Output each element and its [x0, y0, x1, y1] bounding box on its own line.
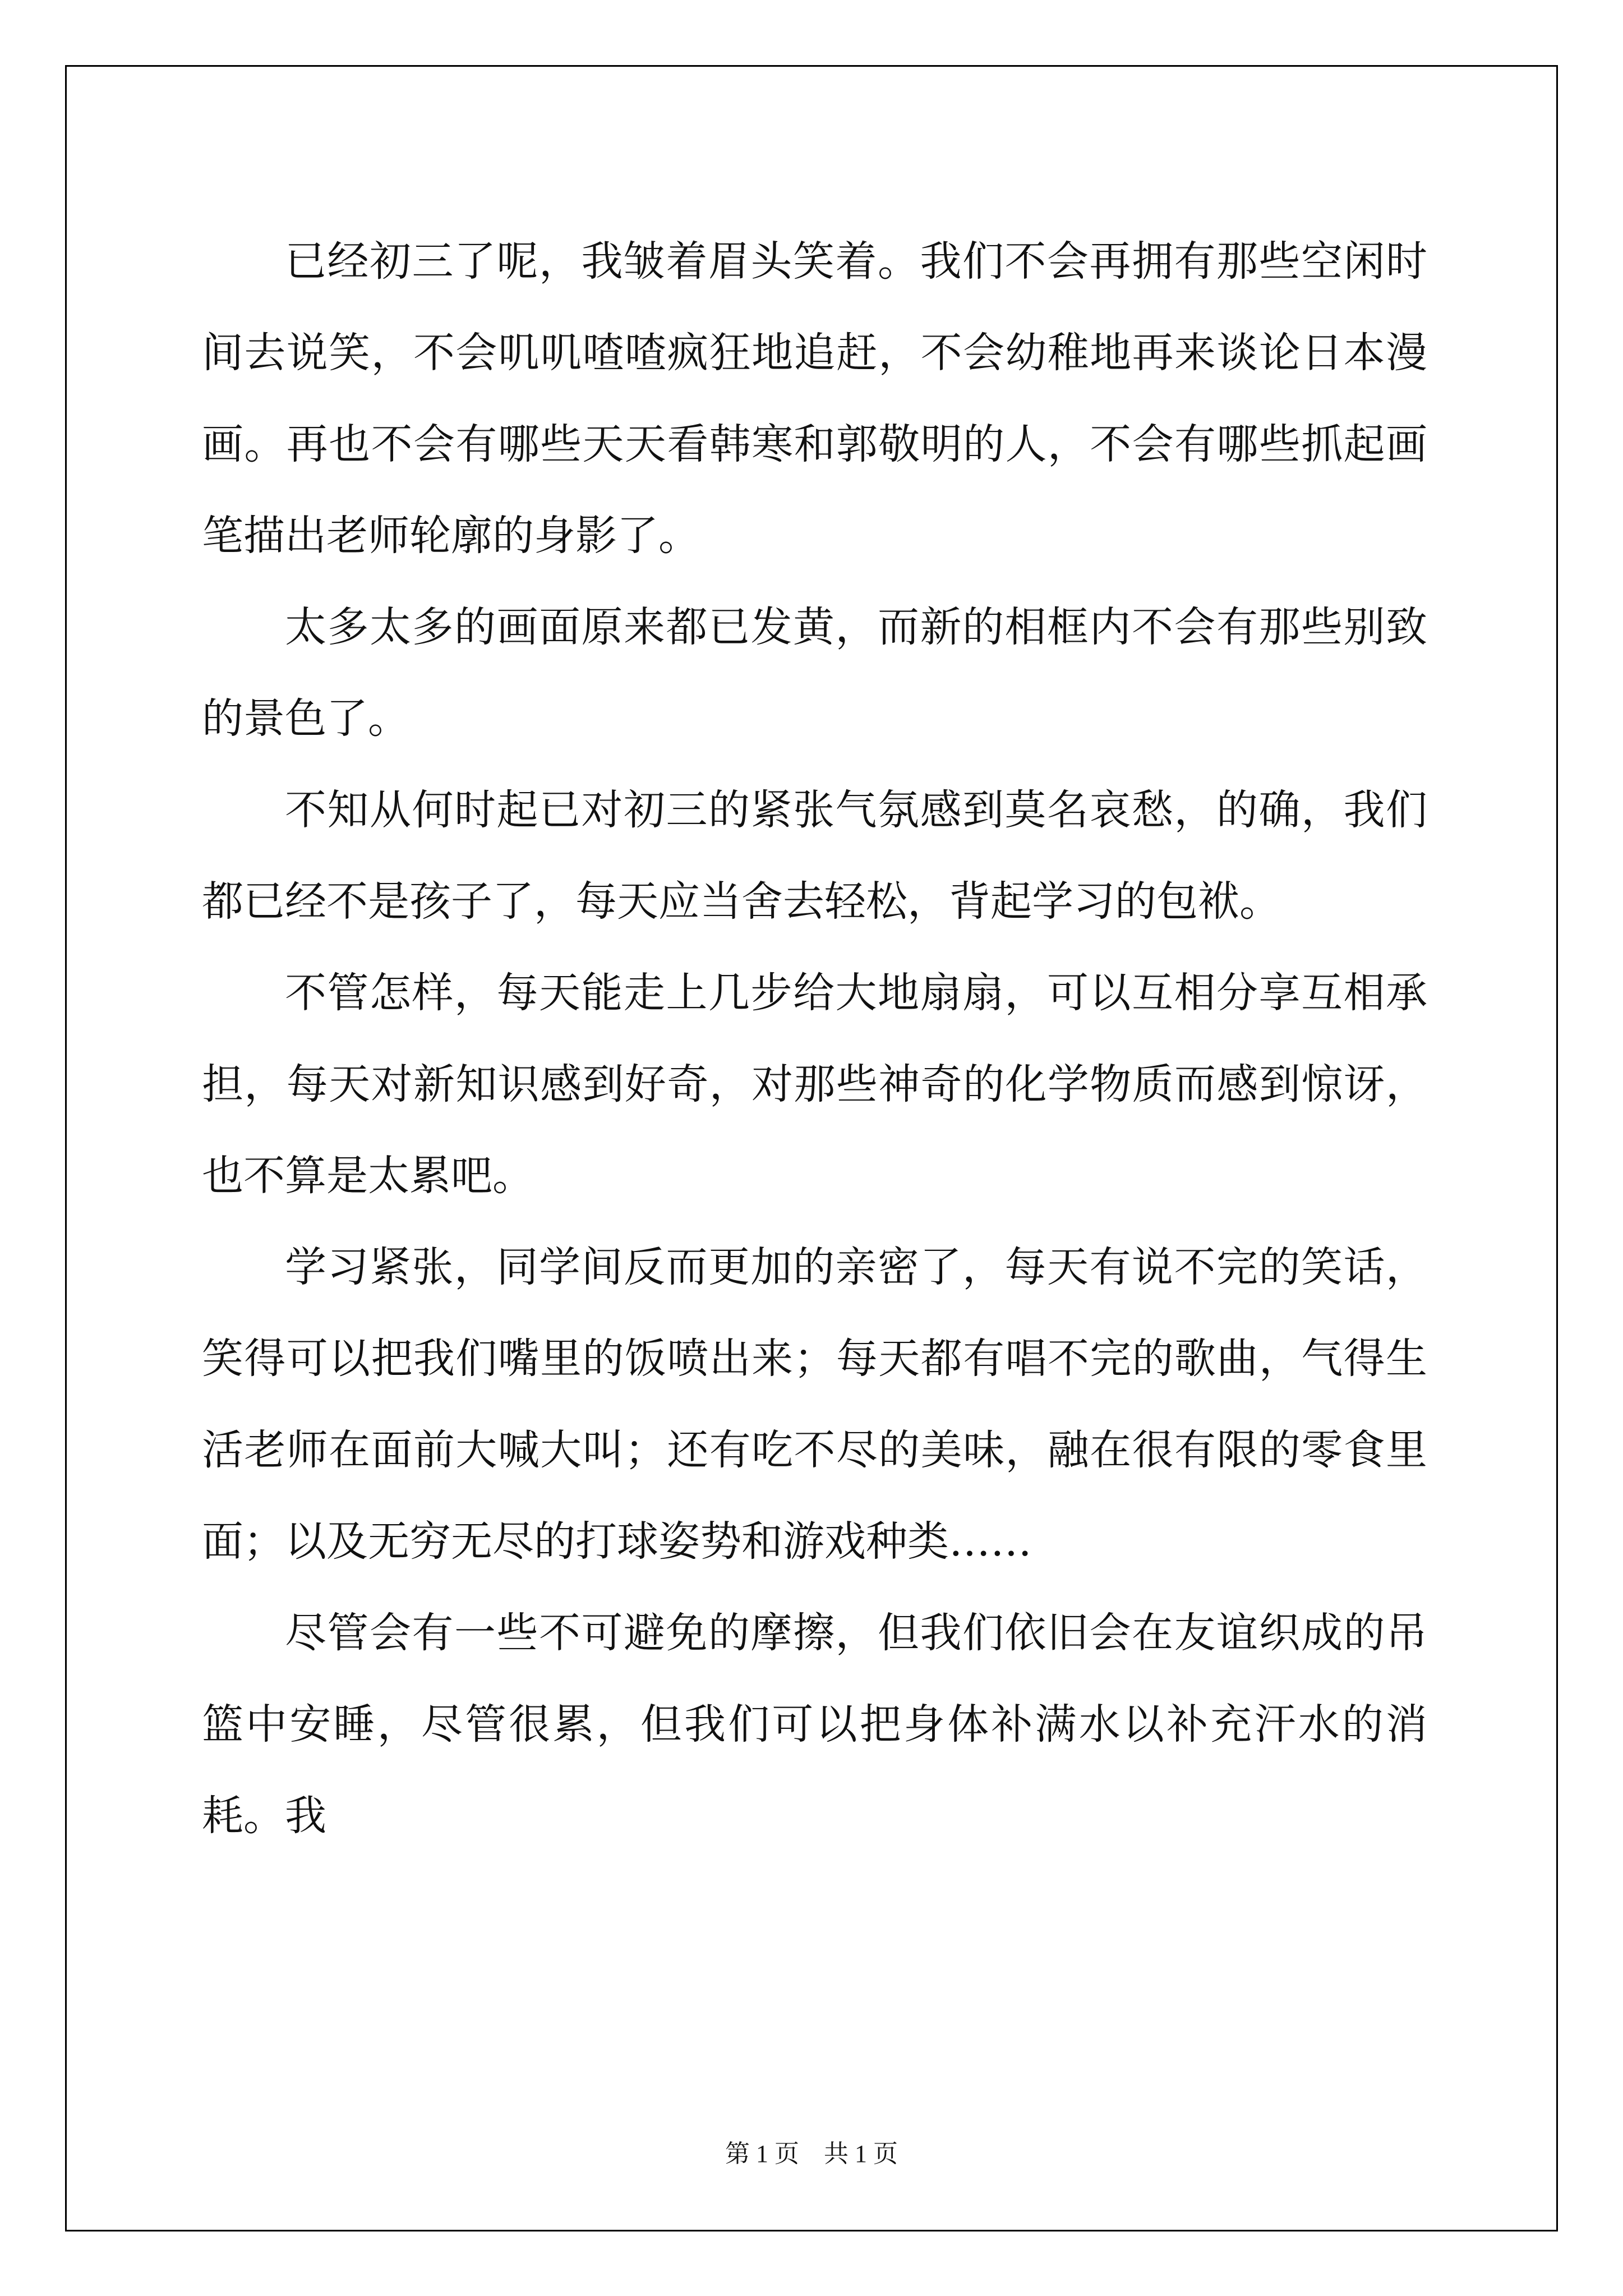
document-body — [202, 216, 1427, 1862]
paragraph-6: 尽管会有一些不可避免的摩擦，但我们依旧会在友谊织成的吊篮中安睡，尽管很累，但我们可以把身体补满水以补充汗水的消耗。我 — [202, 1609, 1427, 1840]
paragraph-3: 不知从何时起已对初三的紧张气氛感到莫名哀愁，的确，我们都已经不是孩子了，每天应当舍去轻松，背起学习的包袱。 — [202, 786, 1427, 926]
paragraph-1: 已经初三了呢，我皱着眉头笑着。我们不会再拥有那些空闲时间去说笑，不会叽叽喳喳疯狂地追赶，不会幼稚地再来谈论日本漫画。再也不会有哪些天天看韩寒和郭敬明的人，不会有哪些抓起画笔描出老师轮廓的身影了。 — [202, 237, 1427, 560]
paragraph-4: 不管怎样，每天能走上几步给大地扇扇，可以互相分享互相承担，每天对新知识感到好奇，对那些神奇的化学物质而感到惊讶，也不算是太累吧。 — [202, 969, 1427, 1200]
page-number-footer: 第 1 页 共 1 页 — [725, 2140, 898, 2168]
paragraph-2: 太多太多的画面原来都已发黄，而新的相框内不会有那些别致的景色了。 — [202, 603, 1427, 743]
paragraph-5: 学习紧张，同学间反而更加的亲密了，每天有说不完的笑话，笑得可以把我们嘴里的饭喷出来；每天都有唱不完的歌曲，气得生活老师在面前大喊大叫；还有吃不尽的美味，融在很有限的零食里面；以及无穷无尽的打球姿势和游戏种类…… — [202, 1243, 1427, 1566]
